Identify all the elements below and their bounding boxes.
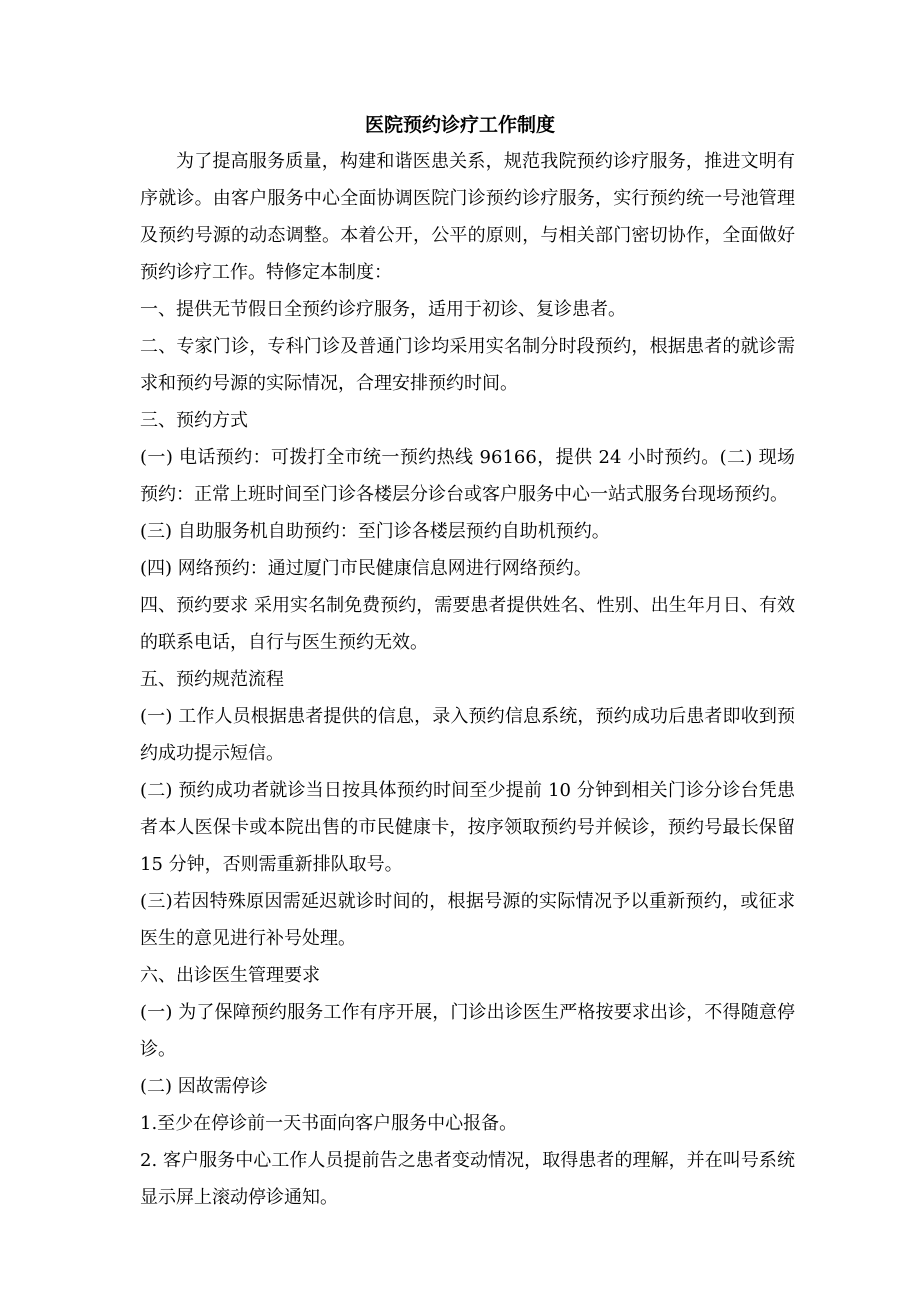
section-6-item-1-paragraph: (一) 为了保障预约服务工作有序开展，门诊出诊医生严格按要求出诊，不得随意停诊。 xyxy=(140,1002,795,1060)
section-6-item-2-heading: (二) 因故需停诊 xyxy=(140,1076,268,1097)
item-2-paragraph: 二、专家门诊，专科门诊及普通门诊均采用实名制分时段预约，根据患者的就诊需求和预约号源的实际情况，合理安排预约时间。 xyxy=(140,336,795,394)
section-3-kiosk-paragraph: (三) 自助服务机自助预约：至门诊各楼层预约自助机预约。 xyxy=(140,521,610,542)
section-6-heading: 六、出诊医生管理要求 xyxy=(140,965,320,986)
section-5-item-3-paragraph: (三)若因特殊原因需延迟就诊时间的，根据号源的实际情况予以重新预约，或征求医生的意见进行补号处理。 xyxy=(140,891,795,949)
section-5-item-2-paragraph: (二) 预约成功者就诊当日按具体预约时间至少提前 10 分钟到相关门诊分诊台凭患者本人医保卡或本院出售的市民健康卡，按序领取预约号并候诊，预约号最长保留 15 分钟，否则需重新排队取号。 xyxy=(140,780,795,875)
document-body xyxy=(140,143,795,1216)
item-1-paragraph: 一、提供无节假日全预约诊疗服务，适用于初诊、复诊患者。 xyxy=(140,299,626,320)
section-3-phone-onsite-paragraph: (一) 电话预约：可拨打全市统一预约热线 96166，提供 24 小时预约。(二) 现场预约：正常上班时间至门诊各楼层分诊台或客户服务中心一站式服务台现场预约。 xyxy=(140,447,795,505)
intro-paragraph: 为了提高服务质量，构建和谐医患关系，规范我院预约诊疗服务，推进文明有序就诊。由客户服务中心全面协调医院门诊预约诊疗服务，实行预约统一号池管理及预约号源的动态调整。本着公开，公平的原则，与相关部门密切协作，全面做好预约诊疗工作。特修定本制度： xyxy=(140,151,795,283)
section-5-item-1-paragraph: (一) 工作人员根据患者提供的信息，录入预约信息系统，预约成功后患者即收到预约成功提示短信。 xyxy=(140,706,795,764)
document-title: 医院预约诊疗工作制度 xyxy=(364,114,555,136)
section-6-step-1-paragraph: 1.至少在停诊前一天书面向客户服务中心报备。 xyxy=(140,1113,518,1134)
section-5-heading: 五、预约规范流程 xyxy=(140,669,284,690)
section-3-heading: 三、预约方式 xyxy=(140,410,248,431)
section-4-paragraph: 四、预约要求 采用实名制免费预约，需要患者提供姓名、性别、出生年月日、有效的联系电话，自行与医生预约无效。 xyxy=(140,595,795,653)
section-6-step-2-paragraph: 2. 客户服务中心工作人员提前告之患者变动情况，取得患者的理解，并在叫号系统显示屏上滚动停诊通知。 xyxy=(140,1150,795,1208)
section-3-online-paragraph: (四) 网络预约：通过厦门市民健康信息网进行网络预约。 xyxy=(140,558,592,579)
